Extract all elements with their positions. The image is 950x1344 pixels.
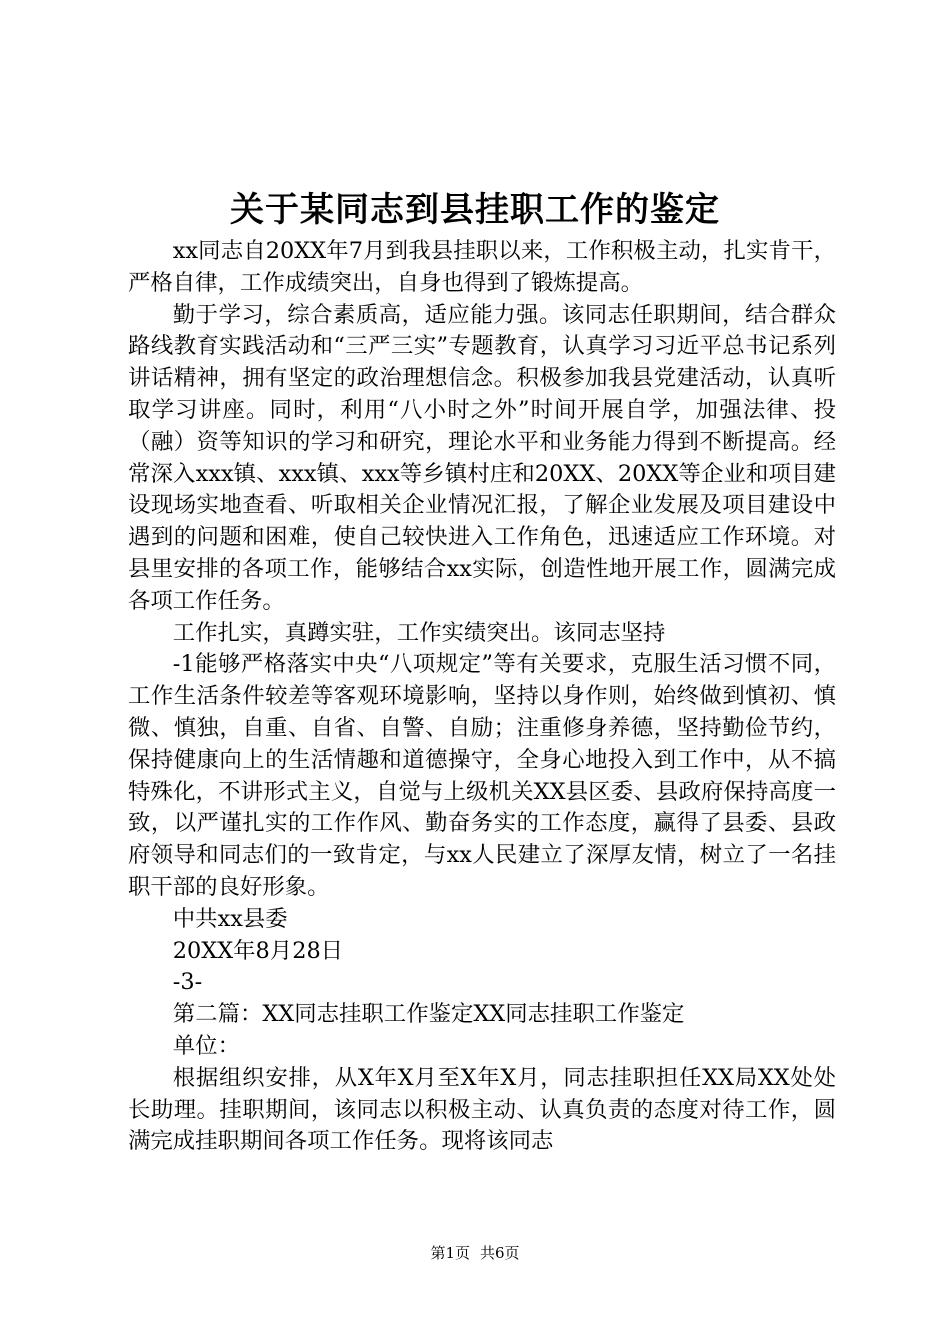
paragraph-second-intro: 根据组织安排，从X年X月至X年X月，同志挂职担任XX局XX处处长助理。挂职期间，该同志以积极主动、认真负责的态度对待工作，圆满完成挂职期间各项工作任务。现将该同志 xyxy=(128,1064,836,1155)
unit-label: 单位： xyxy=(172,1032,240,1059)
page-current: 第1页 xyxy=(430,1244,470,1262)
document-title: 关于某同志到县挂职工作的鉴定 xyxy=(230,190,720,230)
page-footer xyxy=(0,1243,950,1263)
paragraph-study: 勤于学习，综合素质高，适应能力强。该同志任职期间，结合群众路线教育实践活动和“三严三实”专题教育，认真学习习近平总书记系列讲话精神，拥有坚定的政治理想信念。积极参加我县党建活动，认真听取学习讲座。同时，利用“八小时之外”时间开展自学，加强法律、投（融）资等知识的学习和研究，理论水平和业务能力得到不断提高。经常深入xxx镇、xxx镇、xxx等乡镇村庄和20XX、20XX等企业和项目建设现场实地查看、听取相关企业情况汇报，了解企业发展及项目建设中遇到的问题和困难，使自己较快进入工作角色，迅速适应工作环境。对县里安排的各项工作，能够结合xx实际，创造性地开展工作，圆满完成各项工作任务。 xyxy=(128,301,836,614)
signature-org: 中共xx县委 xyxy=(172,905,288,932)
paragraph-discipline: -1能够严格落实中央“八项规定”等有关要求，克服生活习惯不同，工作生活条件较差等客观环境影响，坚持以身作则，始终做到慎初、慎微、慎独，自重、自省、自警、自励；注重修身养德，坚持勤俭节约，保持健康向上的生活情趣和道德操守，全身心地投入到工作中，从不搞特殊化，不讲形式主义，自觉与上级机关XX县区委、县政府保持高度一致，以严谨扎实的工作作风、勤奋务实的工作态度，赢得了县委、县政府领导和同志们的一致肯定，与xx人民建立了深厚友情，树立了一名挂职干部的良好形象。 xyxy=(128,651,836,900)
document-body xyxy=(128,236,836,1158)
signature-date: 20XX年8月28日 xyxy=(172,937,344,964)
page-total: 共6页 xyxy=(480,1244,520,1262)
page-marker: -3- xyxy=(172,969,203,996)
paragraph-intro: xx同志自20XX年7月到我县挂职以来，工作积极主动，扎实肯干，严格自律，工作成绩突出，自身也得到了锻炼提高。 xyxy=(128,238,836,296)
section-heading: 第二篇：XX同志挂职工作鉴定XX同志挂职工作鉴定 xyxy=(172,1001,685,1028)
paragraph-work: 工作扎实，真蹲实驻，工作实绩突出。该同志坚持 xyxy=(172,619,666,646)
